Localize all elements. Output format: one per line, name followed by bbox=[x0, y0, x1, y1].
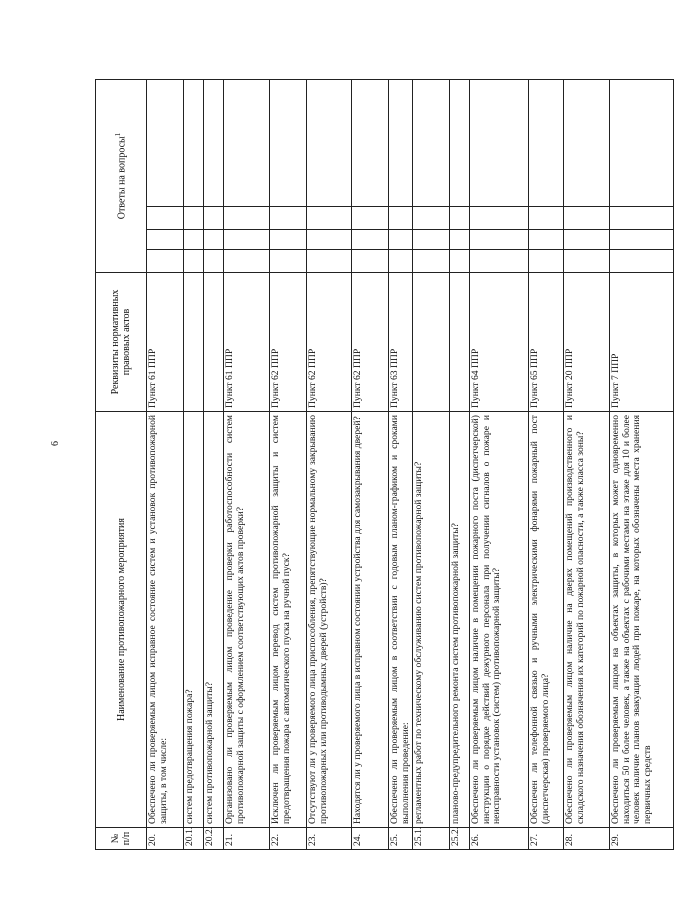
row-measure-name: Исключен ли проверяемым лицом перевод систем противопожарной защиты и систем предотвращения пожара с автоматического пуска на ручной пуск? bbox=[270, 412, 307, 828]
answer-cell-4[interactable] bbox=[529, 79, 564, 206]
answer-cell-1[interactable] bbox=[529, 250, 564, 273]
row-measure-name: систем предотвращения пожара? bbox=[184, 412, 204, 828]
row-number: 21. bbox=[224, 828, 270, 850]
answer-cell-4[interactable] bbox=[184, 79, 204, 206]
row-legal-reference bbox=[413, 273, 450, 412]
row-legal-reference bbox=[450, 273, 470, 412]
table-row bbox=[224, 79, 270, 849]
table-row bbox=[389, 79, 413, 849]
row-number: 25. bbox=[389, 828, 413, 850]
row-measure-name: Обеспечен ли телефонной связью и ручными электрическими фонарями пожарный пост (диспетчерская) проверяемого лица? bbox=[529, 412, 564, 828]
row-legal-reference: Пункт 61 ППР bbox=[224, 273, 270, 412]
answer-cell-3[interactable] bbox=[147, 207, 184, 230]
table-row bbox=[270, 79, 307, 849]
table-row bbox=[307, 79, 352, 849]
answer-cell-4[interactable] bbox=[470, 79, 529, 206]
table-row bbox=[147, 79, 184, 849]
header-ref: Реквизиты нормативных правовых актов bbox=[96, 273, 147, 412]
answer-cell-1[interactable] bbox=[147, 250, 184, 273]
answer-cell-3[interactable] bbox=[270, 207, 307, 230]
answer-cell-2[interactable] bbox=[352, 230, 389, 250]
answer-cell-4[interactable] bbox=[610, 79, 674, 206]
answer-cell-2[interactable] bbox=[413, 230, 450, 250]
row-number: 23. bbox=[307, 828, 352, 850]
header-name: Наименование противопожарного мероприятия bbox=[96, 412, 147, 828]
answer-cell-2[interactable] bbox=[610, 230, 674, 250]
table-row bbox=[529, 79, 564, 849]
row-number: 24. bbox=[352, 828, 389, 850]
answer-cell-1[interactable] bbox=[307, 250, 352, 273]
row-number: 20. bbox=[147, 828, 184, 850]
row-legal-reference: Пункт 64 ППР bbox=[470, 273, 529, 412]
row-number: 27. bbox=[529, 828, 564, 850]
answer-cell-3[interactable] bbox=[450, 207, 470, 230]
row-number: 22. bbox=[270, 828, 307, 850]
answer-cell-2[interactable] bbox=[224, 230, 270, 250]
row-measure-name: Обеспечено ли проверяемым лицом наличие на дверях помещений производственного и складского назначения обозначения их категорий по пожарной опасности, а также класса зоны? bbox=[564, 412, 610, 828]
answer-cell-3[interactable] bbox=[184, 207, 204, 230]
row-number: 29. bbox=[610, 828, 674, 850]
answer-cell-1[interactable] bbox=[389, 250, 413, 273]
answer-cell-1[interactable] bbox=[224, 250, 270, 273]
checklist-table bbox=[95, 79, 674, 850]
answer-cell-2[interactable] bbox=[184, 230, 204, 250]
row-measure-name: Находятся ли у проверяемого лица в исправном состоянии устройства для самозакрывания дверей? bbox=[352, 412, 389, 828]
answer-cell-3[interactable] bbox=[529, 207, 564, 230]
table-row bbox=[470, 79, 529, 849]
table-header-row bbox=[96, 79, 147, 849]
row-number: 25.1. bbox=[413, 828, 450, 850]
header-answers-footnote-mark: 1 bbox=[113, 132, 122, 137]
answer-cell-4[interactable] bbox=[564, 79, 610, 206]
answer-cell-2[interactable] bbox=[270, 230, 307, 250]
header-answers-label: Ответы на вопросы bbox=[116, 136, 128, 220]
answer-cell-1[interactable] bbox=[564, 250, 610, 273]
page-number: 6 bbox=[50, 441, 61, 446]
answer-cell-2[interactable] bbox=[470, 230, 529, 250]
row-measure-name: регламентных работ по техническому обслуживанию систем противопожарной защиты? bbox=[413, 412, 450, 828]
row-measure-name: систем противопожарной защиты? bbox=[204, 412, 224, 828]
row-number: 26. bbox=[470, 828, 529, 850]
row-legal-reference: Пункт 7 ППР bbox=[610, 273, 674, 412]
row-measure-name: Обеспечено ли проверяемым лицом исправное состояние систем и установок противопожарной защиты, в том числе: bbox=[147, 412, 184, 828]
answer-cell-1[interactable] bbox=[270, 250, 307, 273]
checklist-table-rotated bbox=[95, 80, 653, 850]
row-measure-name: Обеспечено ли проверяемым лицом на объектах защиты, в которых может одновременно находиться 50 и более человек, а также на объектах с рабочими местами на этаже для 10 и более человек наличие планов эвакуации людей при пожаре, на которых обозначены места хранения первичных средств bbox=[610, 412, 674, 828]
answer-cell-3[interactable] bbox=[307, 207, 352, 230]
row-legal-reference: Пункт 63 ППР bbox=[389, 273, 413, 412]
answer-cell-1[interactable] bbox=[204, 250, 224, 273]
answer-cell-3[interactable] bbox=[413, 207, 450, 230]
answer-cell-3[interactable] bbox=[224, 207, 270, 230]
answer-cell-4[interactable] bbox=[307, 79, 352, 206]
table-row bbox=[450, 79, 470, 849]
answer-cell-1[interactable] bbox=[184, 250, 204, 273]
answer-cell-3[interactable] bbox=[352, 207, 389, 230]
row-number: 25.2. bbox=[450, 828, 470, 850]
row-number: 28. bbox=[564, 828, 610, 850]
row-legal-reference: Пункт 20 ППР bbox=[564, 273, 610, 412]
table-row bbox=[610, 79, 674, 849]
answer-cell-4[interactable] bbox=[204, 79, 224, 206]
answer-cell-1[interactable] bbox=[413, 250, 450, 273]
row-legal-reference: Пункт 62 ППР bbox=[352, 273, 389, 412]
answer-cell-1[interactable] bbox=[352, 250, 389, 273]
answer-cell-4[interactable] bbox=[224, 79, 270, 206]
answer-cell-3[interactable] bbox=[564, 207, 610, 230]
row-legal-reference: Пункт 65 ППР bbox=[529, 273, 564, 412]
answer-cell-4[interactable] bbox=[413, 79, 450, 206]
answer-cell-4[interactable] bbox=[450, 79, 470, 206]
answer-cell-2[interactable] bbox=[147, 230, 184, 250]
row-measure-name: Обеспечено ли проверяемым лицом наличие в помещении пожарного поста (диспетчерской) инструкции о порядке действий дежурного персонала при получении сигналов о пожаре и неисправности установок (систем) противопожарной защиты? bbox=[470, 412, 529, 828]
row-legal-reference: Пункт 62 ППР bbox=[270, 273, 307, 412]
answer-cell-3[interactable] bbox=[204, 207, 224, 230]
answer-cell-2[interactable] bbox=[564, 230, 610, 250]
answer-cell-4[interactable] bbox=[352, 79, 389, 206]
answer-cell-3[interactable] bbox=[389, 207, 413, 230]
answer-cell-2[interactable] bbox=[204, 230, 224, 250]
header-answers bbox=[96, 79, 147, 272]
row-legal-reference bbox=[184, 273, 204, 412]
answer-cell-1[interactable] bbox=[450, 250, 470, 273]
answer-cell-4[interactable] bbox=[389, 79, 413, 206]
row-legal-reference bbox=[204, 273, 224, 412]
answer-cell-1[interactable] bbox=[610, 250, 674, 273]
answer-cell-2[interactable] bbox=[450, 230, 470, 250]
row-legal-reference: Пункт 62 ППР bbox=[307, 273, 352, 412]
answer-cell-3[interactable] bbox=[610, 207, 674, 230]
answer-cell-4[interactable] bbox=[147, 79, 184, 206]
row-measure-name: Организовано ли проверяемым лицом проведение проверки работоспособности систем противопожарной защиты с оформлением соответствующих актов проверки? bbox=[224, 412, 270, 828]
table-row bbox=[564, 79, 610, 849]
row-measure-name: Обеспечено ли проверяемым лицом в соответствии с годовым планом-графиком и сроками выполнения проведение: bbox=[389, 412, 413, 828]
table-row bbox=[184, 79, 204, 849]
answer-cell-3[interactable] bbox=[470, 207, 529, 230]
answer-cell-2[interactable] bbox=[529, 230, 564, 250]
row-measure-name: планово-предупредительного ремонта систем противопожарной защиты? bbox=[450, 412, 470, 828]
row-number: 20.2. bbox=[204, 828, 224, 850]
table-row bbox=[352, 79, 389, 849]
header-num: № п/п bbox=[96, 828, 147, 850]
answer-cell-2[interactable] bbox=[389, 230, 413, 250]
answer-cell-1[interactable] bbox=[470, 250, 529, 273]
row-legal-reference: Пункт 61 ППР bbox=[147, 273, 184, 412]
table-row bbox=[413, 79, 450, 849]
table-row bbox=[204, 79, 224, 849]
row-measure-name: Отсутствуют ли у проверяемого лица приспособления, препятствующие нормальному закрыванию противопожарных или противодымных дверей (устройств)? bbox=[307, 412, 352, 828]
answer-cell-2[interactable] bbox=[307, 230, 352, 250]
row-number: 20.1. bbox=[184, 828, 204, 850]
answer-cell-4[interactable] bbox=[270, 79, 307, 206]
